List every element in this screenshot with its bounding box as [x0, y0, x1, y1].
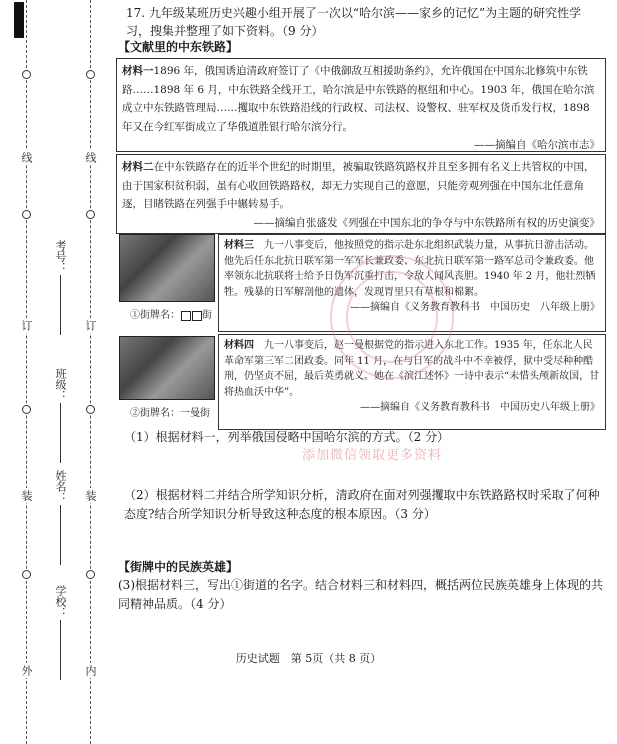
outer-label-wai: 外 — [20, 665, 33, 676]
material-4-text: 九一八事变后，赵一曼根据党的指示进入东北工作。1935 年，任东北人民革命军第三军二团政委。同年 11 月，在与日军的战斗中不幸被俘，狱中受尽种种酷刑，仍坚贞不屈，最后英勇就义。她在《滨江述怀》一诗中表示“未惜头颅新故国，甘将热血沃中华”。 — [224, 340, 600, 398]
material-3-source: ——摘编自《义务教育教科书 中国历史 八年级上册》 — [350, 302, 600, 313]
watermark-logo-inner — [346, 271, 438, 363]
class-field[interactable] — [52, 368, 68, 463]
material-2-source: ——摘编自张盛发《列强在中国东北的争夺与中东铁路所有权的历史演变》 — [253, 216, 600, 229]
material-3-label: 材料三 — [224, 240, 254, 251]
outer-label-xian: 线 — [20, 152, 33, 163]
binding-black-mark — [14, 2, 24, 38]
material-4-label: 材料四 — [224, 340, 254, 351]
outer-cut-line — [26, 0, 27, 744]
school-label: 学校： — [54, 585, 67, 618]
material-1-text: 1896 年，俄国诱迫清政府签订了《中俄御敌互相援助条约》，允许俄国在中国东北修筑中东铁路……1898 年 6 月，中东铁路全线开工，哈尔滨是中东铁路的枢纽和中心。1903 年，俄国在哈尔滨成立中东铁路管理局……攫取中东铁路沿线的行政权、司法权、设警权、驻军权及货币发行权，1898 年又在今红军街成立了华俄道胜银行哈尔滨分行。 — [122, 65, 595, 133]
binding-margin — [0, 0, 100, 744]
material-1-source: ——摘编自《哈尔滨市志》 — [474, 139, 600, 151]
inner-label-xian: 线 — [84, 152, 97, 163]
outer-label-zhuang: 装 — [20, 490, 33, 501]
exam-number-field[interactable] — [52, 240, 68, 335]
question-stem: 17. 九年级某班历史兴趣小组开展了一次以“哈尔滨——家乡的记忆”为主题的研究性学习，搜集并整理了如下资料。（9 分） — [126, 6, 582, 38]
binding-hole — [22, 210, 31, 219]
subquestion-1: （1）根据材料一，列举俄国侵略中国哈尔滨的方式。（2 分） — [124, 430, 450, 444]
material-2-label: 材料二 — [122, 161, 154, 173]
inner-label-nei: 内 — [84, 665, 97, 676]
page-footer: 历史试题 第 5页（共 8 页） — [235, 652, 382, 665]
class-blank[interactable] — [60, 403, 61, 463]
outer-label-ding: 订 — [20, 320, 33, 331]
binding-hole — [22, 570, 31, 579]
subquestion-3: (3)根据材料三，写出①街道的名字。结合材料三和材料四，概括两位民族英雄身上体现的共同精神品质。（4 分） — [118, 578, 604, 611]
material-2-text: 在中东铁路存在的近半个世纪的时期里，被骗取铁路筑路权并且至多拥有名义上共管权的中国，由于国家积贫积弱，虽有心收回铁路路权，却无力实现自己的意愿，只能旁观列强在中国东北任意角逐，目睹铁路在列强手中辗转易手。 — [122, 161, 595, 210]
binding-hole — [86, 210, 95, 219]
street-sign-caption-1 — [130, 306, 212, 321]
binding-hole — [86, 570, 95, 579]
blank-box-icon — [181, 311, 191, 321]
exam-number-blank[interactable] — [60, 275, 61, 335]
caption-1-text: ①街牌名： — [130, 310, 180, 321]
material-3-text: 九一八事变后，他按照党的指示赴东北组织武装力量，从事抗日游击活动。他先后任东北抗日联军第一军军长兼政委、东北抗日联军第一路军总司令兼政委。他率领东北抗联将士给予日伪军沉重打击，令敌人闻风丧胆。1940 年 2 月，他壮烈牺牲。残暴的日军解剖他的遗体，发现胃里只有草根和棉絮。 — [224, 240, 596, 298]
inner-cut-line — [90, 0, 91, 744]
inner-label-zhuang: 装 — [84, 490, 97, 501]
blank-box-icon — [192, 311, 202, 321]
section-railway-heading: 【文献里的中东铁路】 — [118, 40, 239, 54]
name-blank[interactable] — [60, 505, 61, 565]
binding-hole — [86, 70, 95, 79]
subquestion-2: （2）根据材料二并结合所学知识分析，清政府在面对列强攫取中东铁路路权时采取了何种态度?结合所学知识分析导致这种态度的根本原因。（3 分） — [124, 488, 600, 521]
binding-hole — [86, 405, 95, 414]
material-2-box — [116, 154, 606, 234]
caption-1-tail: 街 — [202, 310, 212, 321]
street-sign-photo-1 — [119, 234, 215, 302]
material-1-box — [116, 58, 606, 152]
street-sign-photo-2 — [119, 336, 215, 400]
material-4-source: ——摘编自《义务教育教科书 中国历史八年级上册》 — [360, 402, 600, 413]
binding-hole — [22, 70, 31, 79]
street-sign-caption-2: ②街牌名：一曼街 — [130, 408, 210, 419]
section-heroes-heading: 【街牌中的民族英雄】 — [118, 560, 239, 574]
name-field[interactable] — [52, 470, 68, 565]
name-label: 姓名： — [54, 470, 67, 503]
exam-number-label: 考号： — [54, 240, 67, 273]
watermark-text: 添加微信领取更多资料 — [302, 448, 443, 463]
inner-label-ding: 订 — [84, 320, 97, 331]
binding-hole — [22, 405, 31, 414]
material-1-label: 材料一 — [122, 65, 154, 77]
class-label: 班级： — [54, 368, 67, 401]
